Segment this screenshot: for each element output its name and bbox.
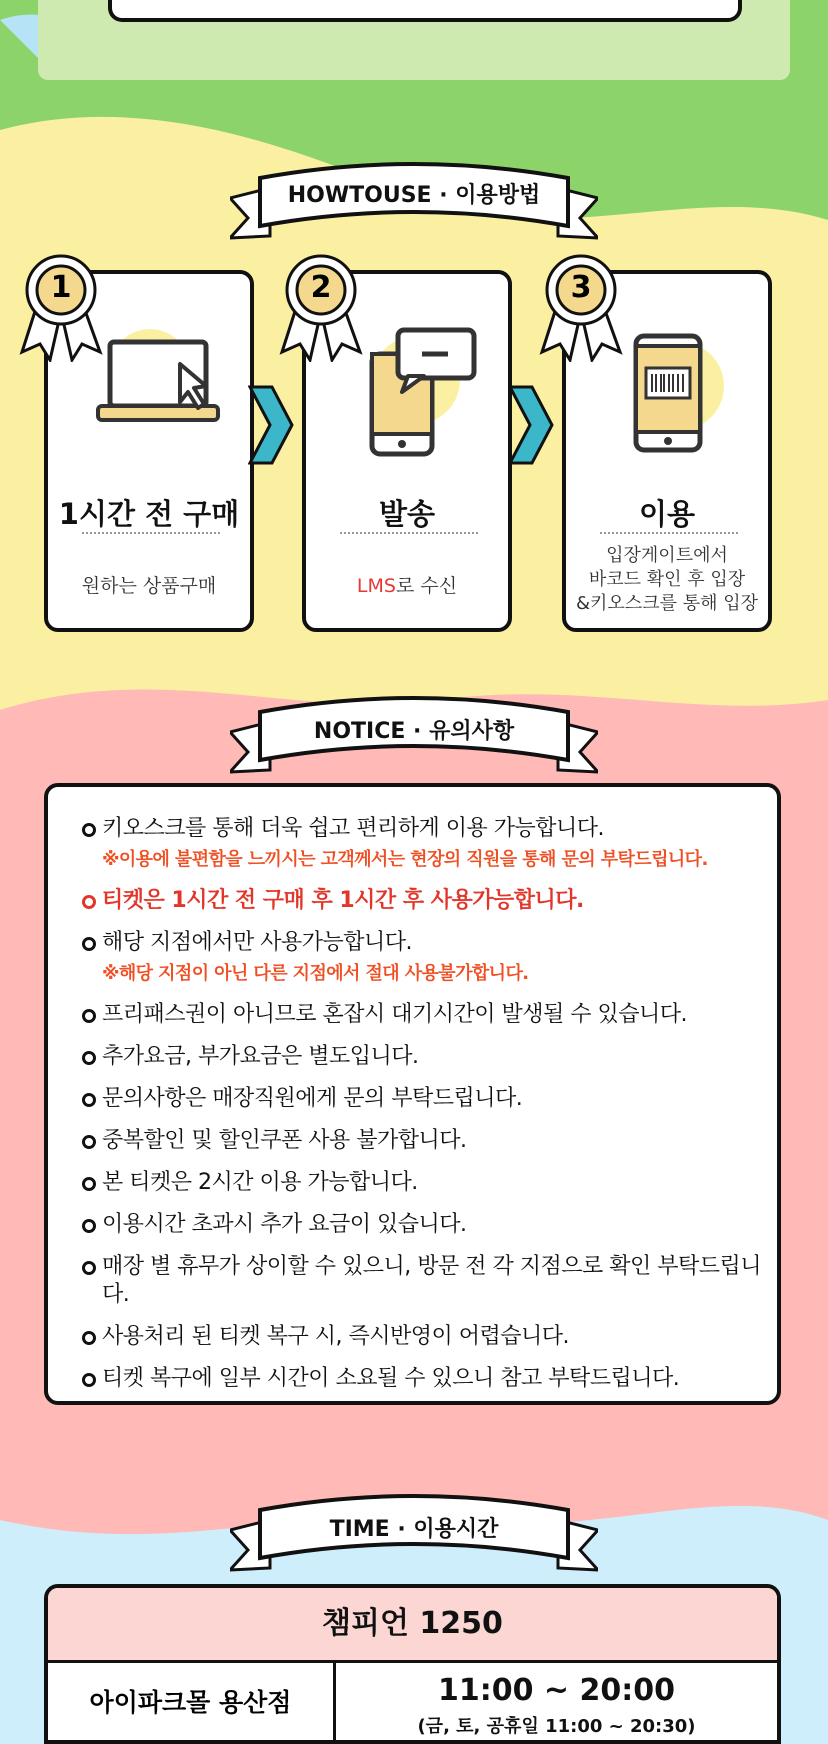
notice-item [82, 1211, 777, 1239]
notice-item [82, 1127, 777, 1155]
medal-1-icon [16, 252, 106, 362]
notice-item-text: 본 티켓은 2시간 이용 가능합니다. [102, 1170, 418, 1195]
time-table-header: 챔피언 1250 [48, 1588, 777, 1663]
step-2-title: 발송 [378, 497, 436, 531]
notice-item [82, 1043, 777, 1071]
phone-message-icon [356, 324, 486, 464]
medal-2-number: 2 [310, 270, 332, 305]
step-1-title: 1시간 전 구매 [58, 497, 240, 531]
time-table-row [48, 1663, 777, 1744]
laptop-icon [88, 324, 228, 444]
step-1-desc: 원하는 상품구매 [81, 575, 217, 597]
howto-ribbon-title: HOWTOUSE · 이용방법 [287, 183, 541, 208]
step-3-desc-line: 바코드 확인 후 입장 [588, 569, 746, 590]
notice-item [82, 1323, 777, 1351]
notice-item-text: 매장 별 휴무가 상이할 수 있으니, 방문 전 각 지점으로 확인 부탁드립니다. [102, 1254, 761, 1307]
notice-item-subnote: ※이용에 불편함을 느끼시는 고객께서는 현장의 직원을 통해 문의 부탁드립니다. [102, 849, 708, 870]
notice-item-text: 키오스크를 통해 더욱 쉽고 편리하게 이용 가능합니다. [102, 816, 604, 841]
notice-item [82, 1365, 777, 1393]
top-box [108, 0, 742, 22]
store-name: 아이파크몰 용산점 [48, 1663, 336, 1744]
notice-item-text: 추가요금, 부가요금은 별도입니다. [102, 1044, 419, 1069]
store-hours [336, 1663, 777, 1738]
step-3-desc-line: 입장게이트에서 [606, 545, 728, 566]
notice-item-text: 프리패스권이 아니므로 혼잡시 대기시간이 발생될 수 있습니다. [102, 1002, 688, 1027]
step-2-desc-text: 로 수신 [395, 575, 458, 597]
step-1-divider [82, 532, 220, 534]
notice-ribbon [230, 692, 598, 782]
notice-item [82, 815, 777, 873]
notice-item [82, 1001, 777, 1029]
medal-1-number: 1 [50, 270, 72, 305]
notice-item-text: 해당 지점에서만 사용가능합니다. [102, 930, 413, 955]
notice-item [82, 929, 777, 987]
notice-item-text: 중복할인 및 할인쿠폰 사용 불가합니다. [102, 1128, 467, 1153]
medal-3-icon [536, 252, 626, 362]
time-table [44, 1584, 781, 1744]
notice-item-highlight [82, 887, 777, 915]
store-hours-holiday: (금, 토, 공휴일 11:00 ~ 20:30) [417, 1716, 696, 1737]
notice-ribbon-title: NOTICE · 유의사항 [313, 719, 515, 744]
notice-item-subnote: ※해당 지점이 아닌 다른 지점에서 절대 사용불가합니다. [102, 963, 529, 984]
notice-item-text: 사용처리 된 티켓 복구 시, 즉시반영이 어렵습니다. [102, 1324, 569, 1349]
step-3-desc-line: &키오스크를 통해 입장 [576, 593, 758, 614]
notice-item [82, 1085, 777, 1113]
notice-item [82, 1253, 777, 1309]
howto-ribbon [230, 158, 598, 248]
chevron-right-icon [248, 385, 294, 465]
step-2-desc-lms: LMS [356, 575, 396, 597]
notice-box [44, 783, 781, 1405]
time-ribbon-title: TIME · 이용시간 [329, 1517, 499, 1542]
medal-2-icon [276, 252, 366, 362]
notice-item-text: 이용시간 초과시 추가 요금이 있습니다. [102, 1212, 467, 1237]
notice-item [82, 1169, 777, 1197]
step-3-title: 이용 [638, 497, 696, 531]
notice-item-text: 티켓 복구에 일부 시간이 소요될 수 있으니 참고 부탁드립니다. [102, 1366, 680, 1391]
store-hours-main: 11:00 ~ 20:00 [437, 1673, 675, 1708]
step-3-desc [566, 544, 768, 616]
notice-item-text: 티켓은 1시간 전 구매 후 1시간 후 사용가능합니다. [102, 888, 584, 913]
step-3-divider [600, 532, 738, 534]
chevron-right-icon [508, 385, 554, 465]
time-ribbon [230, 1490, 598, 1580]
notice-item-text: 문의사항은 매장직원에게 문의 부탁드립니다. [102, 1086, 523, 1111]
step-2-divider [340, 532, 478, 534]
step-2-desc [306, 574, 508, 599]
medal-3-number: 3 [570, 270, 592, 305]
